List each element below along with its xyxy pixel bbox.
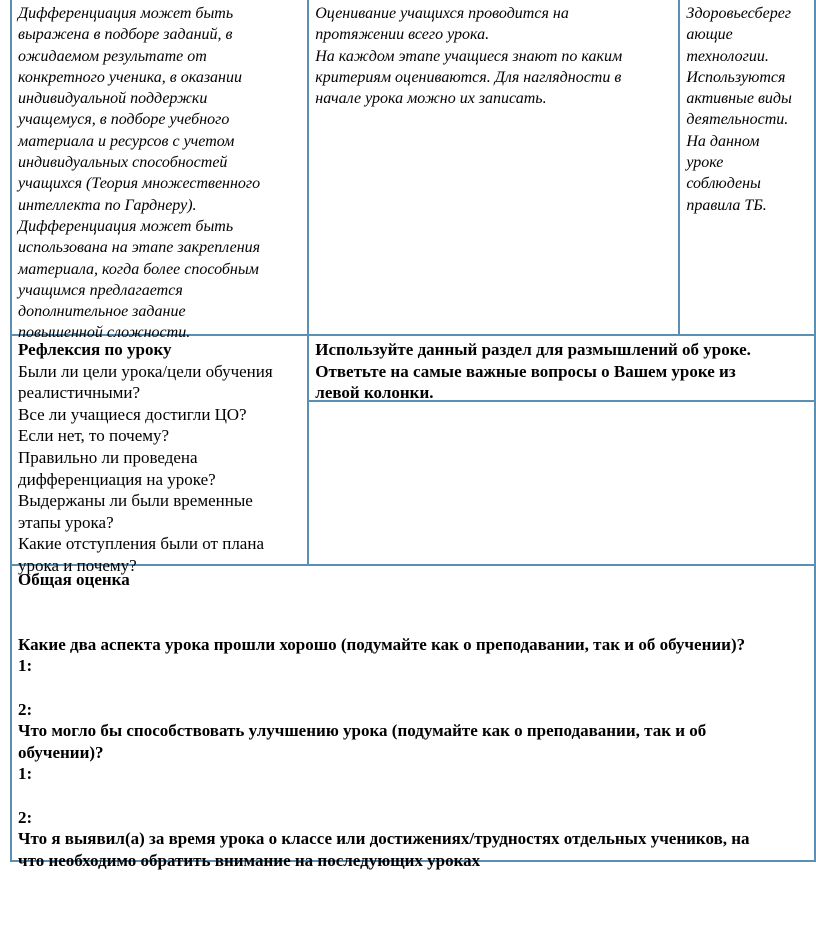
question-line: дифференциация на уроке? (18, 469, 216, 489)
overall-assessment-cell (12, 566, 816, 870)
differentiation-cell (12, 0, 309, 342)
text-line: деятельности. (686, 111, 789, 129)
question-line: Правильно ли проведена (18, 447, 198, 467)
overall-title: Общая оценка (18, 570, 130, 589)
text-line: конкретного ученика, в оказании (18, 68, 242, 86)
reflection-notes-cell (309, 336, 816, 566)
question-line: этапы урока? (18, 512, 114, 532)
reflection-questions-cell (12, 336, 309, 575)
answer-label: 2: (18, 807, 33, 827)
text-line: повышенной сложности. (18, 324, 191, 342)
answer-label: 1: (18, 764, 33, 784)
reflection-heading: Рефлексия по уроку (18, 340, 172, 359)
text-line: На данном (686, 132, 760, 150)
text-line: ающие (686, 26, 733, 44)
text-line: критериям оцениваются. Для наглядности в (315, 68, 622, 86)
text-line: учащемуся, в подборе учебного (18, 111, 230, 129)
question-findings: Что я выявил(а) за время урока о классе или достижениях/трудностях отдельных учеников, на (18, 829, 750, 849)
answer-label: 1: (18, 656, 33, 676)
text-line: ожидаемом результате от (18, 47, 207, 65)
text-line: интеллекта по Гарднеру). (18, 196, 197, 214)
answer-label: 2: (18, 699, 33, 719)
question-line: Все ли учащиеся достигли ЦО? (18, 404, 247, 424)
text-line: Здоровьесберег (686, 5, 792, 22)
text-line: материала и ресурсов с учетом (18, 132, 235, 150)
text-line: учащихся (Теория множественного (18, 175, 261, 193)
instruction-line: Ответьте на самые важные вопросы о Вашем уроке из (315, 361, 736, 381)
question-line: Были ли цели урока/цели обучения (18, 361, 273, 381)
text-line: индивидуальных способностей (18, 154, 228, 172)
reflection-instruction (309, 336, 814, 402)
text-line: учащимся предлагается (18, 281, 183, 299)
assessment-cell (309, 0, 680, 336)
question-findings: что необходимо обратить внимание на последующих уроках (18, 850, 481, 870)
text-line: использована на этапе закрепления (18, 239, 261, 257)
question-line: реалистичными? (18, 383, 141, 403)
text-line: индивидуальной поддержки (18, 90, 208, 108)
question-line: урока и почему? (18, 555, 137, 575)
text-line: На каждом этапе учащиеся знают по каким (315, 47, 623, 65)
text-line: уроке (686, 154, 724, 172)
text-line: соблюдены (686, 175, 761, 193)
text-line: дополнительное задание (18, 303, 186, 321)
instruction-line: левой колонки. (315, 383, 434, 403)
reflection-answer-area[interactable] (309, 402, 814, 564)
text-line: протяжении всего урока. (315, 26, 490, 44)
text-line: Дифференциация может быть (18, 5, 234, 22)
text-line: Дифференциация может быть (18, 217, 234, 235)
question-line: Если нет, то почему? (18, 426, 170, 446)
table-row-reflection (10, 336, 816, 575)
text-line: начале урока можно их записать. (315, 90, 547, 108)
table-row-differentiation (10, 0, 816, 342)
text-line: выражена в подборе заданий, в (18, 26, 233, 44)
question-improvement: Что могло бы способствовать улучшению урока (подумайте как о преподавании, так и об (18, 721, 707, 741)
text-line: правила ТБ. (686, 196, 767, 214)
text-line: активные виды (686, 90, 792, 108)
question-improvement: обучении)? (18, 742, 104, 762)
table-row-overall-assessment (10, 566, 816, 870)
text-line: Используются (686, 68, 786, 86)
health-safety-cell (680, 0, 816, 336)
text-line: материала, когда более способным (18, 260, 259, 278)
question-aspects: Какие два аспекта урока прошли хорошо (подумайте как о преподавании, так и об обучении)? (18, 634, 746, 654)
text-line: технологии. (686, 47, 769, 65)
instruction-line: Используйте данный раздел для размышлений об уроке. (315, 340, 751, 359)
question-line: Какие отступления были от плана (18, 534, 264, 554)
question-line: Выдержаны ли были временные (18, 491, 253, 511)
text-line: Оценивание учащихся проводится на (315, 5, 569, 22)
lesson-plan-table (10, 0, 816, 870)
